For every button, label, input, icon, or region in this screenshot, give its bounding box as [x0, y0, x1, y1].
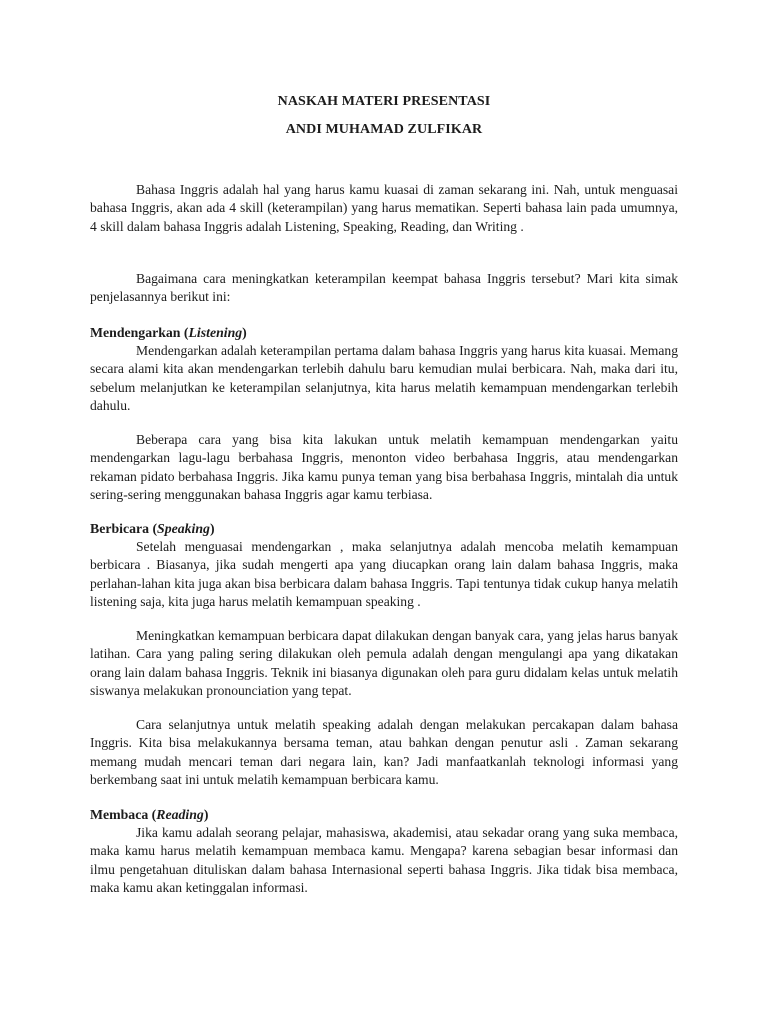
intro-paragraph: Bahasa Inggris adalah hal yang harus kamu kuasai di zaman sekarang ini. Nah, untuk menguasai bahasa Inggris, akan ada 4 skill (keterampilan) yang harus mematikan. Seperti bahasa lain pada umumnya, 4 skill dalam bahasa Inggris adalah Listening, Speaking, Reading, dan Writing .: [90, 182, 678, 234]
section-paragraph: Beberapa cara yang bisa kita lakukan untuk melatih kemampuan mendengarkan yaitu mendengarkan lagu-lagu berbahasa Inggris, menonton video berbahasa Inggris, atau mendengarkan rekaman pidato berbahasa Inggris. Jika kamu punya teman yang bisa berbahasa Inggris, mintalah dia untuk sering-sering menggunakan bahasa Inggris agar kamu terbiasa.: [90, 432, 678, 502]
section-heading-speaking: Berbicara (Speaking): [90, 521, 215, 536]
intro-paragraph: Bagaimana cara meningkatkan keterampilan keempat bahasa Inggris tersebut? Mari kita simak penjelasannya berikut ini:: [90, 271, 678, 305]
section-paragraph: Meningkatkan kemampuan berbicara dapat dilakukan dengan banyak cara, yang jelas harus banyak latihan. Cara yang paling sering dilakukan oleh pemula adalah dengan mengulangi apa yang dikatakan orang lain dalam bahasa Inggris. Teknik ini biasanya digunakan oleh para guru didalam kelas untuk melatih siswanya melakukan pronounciation yang tepat.: [90, 628, 678, 698]
document-title: NASKAH MATERI PRESENTASI: [277, 94, 491, 109]
document-page: [90, 0, 678, 1024]
section-paragraph: Jika kamu adalah seorang pelajar, mahasiswa, akademisi, atau sekadar orang yang suka membaca, maka kamu harus melatih kemampuan membaca kamu. Mengapa? karena sebagian besar informasi dan ilmu pengetahuan dituliskan dalam bahasa Internasional seperti bahasa Inggris. Jika tidak bisa membaca, maka kamu akan ketinggalan informasi.: [90, 825, 678, 895]
section-paragraph: Mendengarkan adalah keterampilan pertama dalam bahasa Inggris yang harus kita kuasai. Memang secara alami kita akan mendengarkan terlebih dahulu baru kemudian mulai berbicara. Nah, maka dari itu, sebelum melanjutkan ke keterampilan selanjutnya, kita harus melatih kemampuan mendengarkan terlebih dahulu.: [90, 343, 678, 413]
section-heading-listening: Mendengarkan (Listening): [90, 325, 247, 340]
section-heading-reading: Membaca (Reading): [90, 807, 209, 822]
section-paragraph: Cara selanjutnya untuk melatih speaking adalah dengan melakukan percakapan dalam bahasa Inggris. Kita bisa melakukannya bersama teman, atau bahkan dengan penutur asli . Zaman sekarang memang mudah mencari teman dari negara lain, kan? Jadi manfaatkanlah teknologi informasi yang berkembang saat ini untuk melatih kemampuan berbicara kamu.: [90, 717, 678, 787]
section-paragraph: Setelah menguasai mendengarkan , maka selanjutnya adalah mencoba melatih kemampuan berbicara . Biasanya, jika sudah mengerti apa yang diucapkan orang lain dalam bahasa Inggris, maka perlahan-lahan kita juga akan bisa berbicara dalam bahasa Inggris. Tapi tentunya tidak cukup hanya melatih listening saja, kita juga harus melatih kemampuan speaking .: [90, 539, 678, 609]
author-name: ANDI MUHAMAD ZULFIKAR: [285, 122, 483, 137]
